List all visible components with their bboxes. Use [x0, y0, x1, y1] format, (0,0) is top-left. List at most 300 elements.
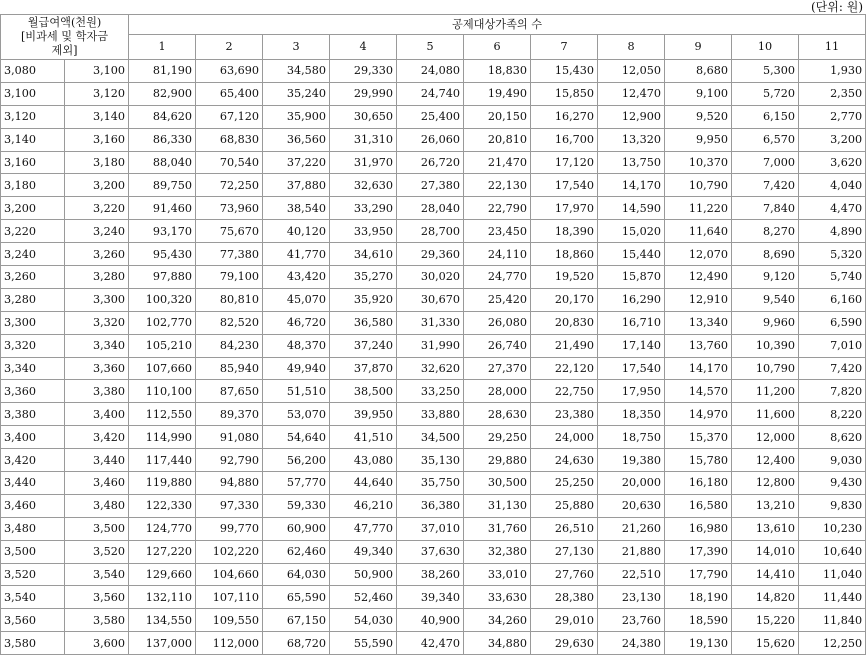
tax-amount-cell: 38,540 [263, 197, 330, 220]
salary-to-cell: 3,400 [65, 403, 129, 426]
tax-amount-cell: 14,970 [665, 403, 732, 426]
tax-amount-cell: 88,040 [129, 151, 196, 174]
tax-amount-cell: 119,880 [129, 472, 196, 495]
table-row [1, 563, 866, 586]
tax-amount-cell: 22,790 [464, 197, 531, 220]
tax-amount-cell: 54,640 [263, 426, 330, 449]
tax-amount-cell: 77,380 [196, 243, 263, 266]
tax-amount-cell: 13,320 [598, 128, 665, 151]
tax-amount-cell: 12,400 [732, 449, 799, 472]
tax-amount-cell: 52,460 [330, 586, 397, 609]
tax-amount-cell: 15,850 [531, 82, 598, 105]
tax-amount-cell: 37,870 [330, 357, 397, 380]
tax-amount-cell: 55,590 [330, 632, 397, 655]
tax-amount-cell: 28,630 [464, 403, 531, 426]
family-count-col-1: 1 [129, 35, 196, 60]
tax-amount-cell: 32,620 [397, 357, 464, 380]
tax-amount-cell: 6,570 [732, 128, 799, 151]
tax-amount-cell: 24,000 [531, 426, 598, 449]
tax-amount-cell: 4,040 [799, 174, 866, 197]
table-row [1, 288, 866, 311]
salary-from-cell: 3,560 [1, 609, 65, 632]
tax-amount-cell: 34,500 [397, 426, 464, 449]
tax-amount-cell: 35,240 [263, 82, 330, 105]
tax-amount-cell: 12,000 [732, 426, 799, 449]
tax-amount-cell: 99,770 [196, 517, 263, 540]
tax-amount-cell: 68,830 [196, 128, 263, 151]
tax-amount-cell: 22,120 [531, 357, 598, 380]
tax-amount-cell: 100,320 [129, 288, 196, 311]
tax-amount-cell: 12,900 [598, 105, 665, 128]
tax-amount-cell: 16,700 [531, 128, 598, 151]
tax-amount-cell: 84,620 [129, 105, 196, 128]
table-row [1, 380, 866, 403]
salary-from-cell: 3,100 [1, 82, 65, 105]
tax-amount-cell: 21,490 [531, 334, 598, 357]
tax-amount-cell: 13,750 [598, 151, 665, 174]
tax-amount-cell: 20,170 [531, 288, 598, 311]
tax-amount-cell: 35,130 [397, 449, 464, 472]
tax-amount-cell: 26,740 [464, 334, 531, 357]
tax-amount-cell: 44,640 [330, 472, 397, 495]
tax-amount-cell: 12,050 [598, 60, 665, 83]
tax-amount-cell: 67,120 [196, 105, 263, 128]
tax-amount-cell: 26,720 [397, 151, 464, 174]
table-row [1, 403, 866, 426]
tax-amount-cell: 17,140 [598, 334, 665, 357]
tax-amount-cell: 23,380 [531, 403, 598, 426]
salary-to-cell: 3,140 [65, 105, 129, 128]
tax-amount-cell: 82,900 [129, 82, 196, 105]
tax-amount-cell: 110,100 [129, 380, 196, 403]
table-row [1, 632, 866, 655]
family-count-row [1, 35, 866, 60]
tax-amount-cell: 62,460 [263, 540, 330, 563]
tax-amount-cell: 16,710 [598, 311, 665, 334]
tax-amount-cell: 20,810 [464, 128, 531, 151]
tax-amount-cell: 33,880 [397, 403, 464, 426]
tax-amount-cell: 36,380 [397, 494, 464, 517]
salary-to-cell: 3,480 [65, 494, 129, 517]
tax-amount-cell: 19,130 [665, 632, 732, 655]
salary-from-cell: 3,580 [1, 632, 65, 655]
tax-amount-cell: 35,900 [263, 105, 330, 128]
tax-amount-cell: 134,550 [129, 609, 196, 632]
tax-amount-cell: 27,370 [464, 357, 531, 380]
tax-amount-cell: 16,180 [665, 472, 732, 495]
table-row [1, 220, 866, 243]
tax-amount-cell: 9,950 [665, 128, 732, 151]
tax-amount-cell: 33,630 [464, 586, 531, 609]
unit-note: (단위: 원) [811, 0, 863, 14]
tax-amount-cell: 60,900 [263, 517, 330, 540]
tax-amount-cell: 53,070 [263, 403, 330, 426]
salary-to-cell: 3,120 [65, 82, 129, 105]
tax-amount-cell: 29,630 [531, 632, 598, 655]
tax-amount-cell: 37,240 [330, 334, 397, 357]
tax-amount-cell: 14,410 [732, 563, 799, 586]
tax-amount-cell: 64,030 [263, 563, 330, 586]
tax-amount-cell: 32,630 [330, 174, 397, 197]
family-count-col-11: 11 [799, 35, 866, 60]
tax-amount-cell: 117,440 [129, 449, 196, 472]
tax-amount-cell: 45,070 [263, 288, 330, 311]
tax-amount-cell: 25,400 [397, 105, 464, 128]
salary-header-line3: 제외] [51, 44, 78, 57]
salary-from-cell: 3,260 [1, 266, 65, 289]
tax-amount-cell: 6,590 [799, 311, 866, 334]
tax-amount-cell: 33,290 [330, 197, 397, 220]
tax-amount-cell: 9,430 [799, 472, 866, 495]
family-count-header: 공제대상가족의 수 [129, 15, 866, 35]
tax-amount-cell: 10,390 [732, 334, 799, 357]
tax-amount-cell: 10,790 [732, 357, 799, 380]
table-row [1, 151, 866, 174]
tax-amount-cell: 30,670 [397, 288, 464, 311]
table-row [1, 174, 866, 197]
tax-amount-cell: 15,440 [598, 243, 665, 266]
tax-amount-cell: 15,220 [732, 609, 799, 632]
family-count-col-2: 2 [196, 35, 263, 60]
salary-to-cell: 3,180 [65, 151, 129, 174]
tax-amount-cell: 29,330 [330, 60, 397, 83]
tax-amount-cell: 30,020 [397, 266, 464, 289]
tax-amount-cell: 9,030 [799, 449, 866, 472]
tax-amount-cell: 18,190 [665, 586, 732, 609]
tax-amount-cell: 26,080 [464, 311, 531, 334]
tax-amount-cell: 19,520 [531, 266, 598, 289]
salary-from-cell: 3,500 [1, 540, 65, 563]
tax-amount-cell: 29,250 [464, 426, 531, 449]
tax-amount-cell: 23,450 [464, 220, 531, 243]
salary-from-cell: 3,520 [1, 563, 65, 586]
salary-from-cell: 3,400 [1, 426, 65, 449]
tax-amount-cell: 10,790 [665, 174, 732, 197]
tax-amount-cell: 12,490 [665, 266, 732, 289]
tax-amount-cell: 38,260 [397, 563, 464, 586]
tax-amount-cell: 59,330 [263, 494, 330, 517]
tax-amount-cell: 23,760 [598, 609, 665, 632]
tax-amount-cell: 7,820 [799, 380, 866, 403]
tax-amount-cell: 20,830 [531, 311, 598, 334]
tax-amount-cell: 8,220 [799, 403, 866, 426]
tax-amount-cell: 7,420 [732, 174, 799, 197]
tax-amount-cell: 36,560 [263, 128, 330, 151]
tax-amount-cell: 7,840 [732, 197, 799, 220]
tax-amount-cell: 12,470 [598, 82, 665, 105]
tax-amount-cell: 4,470 [799, 197, 866, 220]
tax-amount-cell: 23,130 [598, 586, 665, 609]
table-row [1, 60, 866, 83]
tax-amount-cell: 28,700 [397, 220, 464, 243]
salary-from-cell: 3,460 [1, 494, 65, 517]
tax-amount-cell: 21,470 [464, 151, 531, 174]
salary-to-cell: 3,460 [65, 472, 129, 495]
table-row [1, 426, 866, 449]
tax-amount-cell: 132,110 [129, 586, 196, 609]
withholding-tax-table [0, 14, 866, 655]
salary-from-cell: 3,320 [1, 334, 65, 357]
tax-amount-cell: 9,120 [732, 266, 799, 289]
salary-from-cell: 3,200 [1, 197, 65, 220]
tax-amount-cell: 29,010 [531, 609, 598, 632]
salary-to-cell: 3,600 [65, 632, 129, 655]
tax-amount-cell: 124,770 [129, 517, 196, 540]
tax-amount-cell: 10,370 [665, 151, 732, 174]
tax-amount-cell: 18,860 [531, 243, 598, 266]
tax-amount-cell: 17,790 [665, 563, 732, 586]
table-body [1, 60, 866, 655]
tax-amount-cell: 56,200 [263, 449, 330, 472]
tax-amount-cell: 34,880 [464, 632, 531, 655]
tax-amount-cell: 109,550 [196, 609, 263, 632]
tax-amount-cell: 87,650 [196, 380, 263, 403]
tax-amount-cell: 11,040 [799, 563, 866, 586]
tax-amount-cell: 9,540 [732, 288, 799, 311]
tax-amount-cell: 22,130 [464, 174, 531, 197]
tax-amount-cell: 51,510 [263, 380, 330, 403]
tax-amount-cell: 14,170 [598, 174, 665, 197]
family-count-col-8: 8 [598, 35, 665, 60]
tax-amount-cell: 31,990 [397, 334, 464, 357]
tax-amount-cell: 26,060 [397, 128, 464, 151]
tax-amount-cell: 41,510 [330, 426, 397, 449]
salary-to-cell: 3,340 [65, 334, 129, 357]
tax-amount-cell: 30,500 [464, 472, 531, 495]
tax-amount-cell: 65,590 [263, 586, 330, 609]
tax-amount-cell: 15,620 [732, 632, 799, 655]
tax-amount-cell: 137,000 [129, 632, 196, 655]
tax-amount-cell: 5,740 [799, 266, 866, 289]
tax-amount-cell: 17,390 [665, 540, 732, 563]
tax-amount-cell: 16,270 [531, 105, 598, 128]
tax-amount-cell: 25,420 [464, 288, 531, 311]
tax-amount-cell: 18,750 [598, 426, 665, 449]
tax-amount-cell: 11,200 [732, 380, 799, 403]
salary-to-cell: 3,200 [65, 174, 129, 197]
tax-amount-cell: 11,840 [799, 609, 866, 632]
salary-to-cell: 3,520 [65, 540, 129, 563]
tax-amount-cell: 34,260 [464, 609, 531, 632]
tax-amount-cell: 89,370 [196, 403, 263, 426]
family-count-col-7: 7 [531, 35, 598, 60]
tax-amount-cell: 16,580 [665, 494, 732, 517]
tax-amount-cell: 3,620 [799, 151, 866, 174]
tax-amount-cell: 105,210 [129, 334, 196, 357]
tax-amount-cell: 33,250 [397, 380, 464, 403]
tax-amount-cell: 10,230 [799, 517, 866, 540]
tax-amount-cell: 54,030 [330, 609, 397, 632]
tax-amount-cell: 12,910 [665, 288, 732, 311]
tax-amount-cell: 43,080 [330, 449, 397, 472]
tax-amount-cell: 17,540 [598, 357, 665, 380]
table-row [1, 311, 866, 334]
tax-amount-cell: 112,000 [196, 632, 263, 655]
tax-amount-cell: 37,880 [263, 174, 330, 197]
tax-amount-cell: 40,120 [263, 220, 330, 243]
tax-amount-cell: 28,040 [397, 197, 464, 220]
table-row [1, 334, 866, 357]
tax-amount-cell: 14,570 [665, 380, 732, 403]
table-row [1, 105, 866, 128]
tax-amount-cell: 14,170 [665, 357, 732, 380]
tax-amount-cell: 18,350 [598, 403, 665, 426]
tax-amount-cell: 91,460 [129, 197, 196, 220]
tax-amount-cell: 102,220 [196, 540, 263, 563]
tax-amount-cell: 40,900 [397, 609, 464, 632]
salary-from-cell: 3,300 [1, 311, 65, 334]
tax-amount-cell: 127,220 [129, 540, 196, 563]
salary-to-cell: 3,580 [65, 609, 129, 632]
tax-amount-cell: 46,210 [330, 494, 397, 517]
tax-amount-cell: 16,290 [598, 288, 665, 311]
tax-amount-cell: 7,010 [799, 334, 866, 357]
tax-amount-cell: 17,540 [531, 174, 598, 197]
tax-amount-cell: 37,010 [397, 517, 464, 540]
salary-from-cell: 3,360 [1, 380, 65, 403]
tax-amount-cell: 31,970 [330, 151, 397, 174]
tax-amount-cell: 91,080 [196, 426, 263, 449]
tax-amount-cell: 102,770 [129, 311, 196, 334]
family-count-col-3: 3 [263, 35, 330, 60]
salary-from-cell: 3,140 [1, 128, 65, 151]
salary-to-cell: 3,440 [65, 449, 129, 472]
tax-amount-cell: 49,940 [263, 357, 330, 380]
salary-from-cell: 3,240 [1, 243, 65, 266]
salary-from-cell: 3,540 [1, 586, 65, 609]
tax-amount-cell: 80,810 [196, 288, 263, 311]
tax-amount-cell: 34,610 [330, 243, 397, 266]
tax-amount-cell: 73,960 [196, 197, 263, 220]
tax-amount-cell: 57,770 [263, 472, 330, 495]
tax-amount-cell: 49,340 [330, 540, 397, 563]
tax-amount-cell: 17,950 [598, 380, 665, 403]
table-row [1, 82, 866, 105]
table-row [1, 609, 866, 632]
tax-amount-cell: 24,080 [397, 60, 464, 83]
tax-amount-cell: 13,210 [732, 494, 799, 517]
tax-amount-cell: 14,590 [598, 197, 665, 220]
tax-amount-cell: 7,000 [732, 151, 799, 174]
salary-from-cell: 3,160 [1, 151, 65, 174]
tax-amount-cell: 12,800 [732, 472, 799, 495]
tax-amount-cell: 33,010 [464, 563, 531, 586]
salary-to-cell: 3,260 [65, 243, 129, 266]
tax-amount-cell: 43,420 [263, 266, 330, 289]
salary-to-cell: 3,220 [65, 197, 129, 220]
tax-amount-cell: 2,350 [799, 82, 866, 105]
tax-amount-cell: 9,830 [799, 494, 866, 517]
tax-amount-cell: 18,390 [531, 220, 598, 243]
tax-amount-cell: 85,940 [196, 357, 263, 380]
tax-amount-cell: 84,230 [196, 334, 263, 357]
tax-amount-cell: 36,580 [330, 311, 397, 334]
tax-amount-cell: 31,760 [464, 517, 531, 540]
salary-to-cell: 3,360 [65, 357, 129, 380]
tax-amount-cell: 13,610 [732, 517, 799, 540]
tax-amount-cell: 30,650 [330, 105, 397, 128]
tax-amount-cell: 24,770 [464, 266, 531, 289]
tax-amount-cell: 48,370 [263, 334, 330, 357]
tax-amount-cell: 42,470 [397, 632, 464, 655]
tax-amount-cell: 50,900 [330, 563, 397, 586]
table-row [1, 197, 866, 220]
tax-amount-cell: 9,100 [665, 82, 732, 105]
tax-amount-cell: 22,510 [598, 563, 665, 586]
tax-amount-cell: 19,380 [598, 449, 665, 472]
tax-amount-cell: 18,830 [464, 60, 531, 83]
tax-amount-cell: 11,600 [732, 403, 799, 426]
tax-amount-cell: 63,690 [196, 60, 263, 83]
tax-amount-cell: 35,750 [397, 472, 464, 495]
tax-amount-cell: 8,620 [799, 426, 866, 449]
tax-amount-cell: 67,150 [263, 609, 330, 632]
tax-amount-cell: 97,330 [196, 494, 263, 517]
salary-from-cell: 3,420 [1, 449, 65, 472]
tax-amount-cell: 75,670 [196, 220, 263, 243]
tax-amount-cell: 41,770 [263, 243, 330, 266]
tax-amount-cell: 39,340 [397, 586, 464, 609]
salary-from-cell: 3,480 [1, 517, 65, 540]
family-count-col-10: 10 [732, 35, 799, 60]
salary-from-cell: 3,120 [1, 105, 65, 128]
tax-amount-cell: 24,740 [397, 82, 464, 105]
tax-amount-cell: 39,950 [330, 403, 397, 426]
family-count-col-9: 9 [665, 35, 732, 60]
tax-amount-cell: 37,220 [263, 151, 330, 174]
salary-to-cell: 3,540 [65, 563, 129, 586]
table-row [1, 266, 866, 289]
tax-amount-cell: 15,370 [665, 426, 732, 449]
salary-to-cell: 3,420 [65, 426, 129, 449]
tax-amount-cell: 104,660 [196, 563, 263, 586]
salary-to-cell: 3,300 [65, 288, 129, 311]
tax-amount-cell: 112,550 [129, 403, 196, 426]
tax-amount-cell: 16,980 [665, 517, 732, 540]
tax-amount-cell: 17,970 [531, 197, 598, 220]
table-row [1, 449, 866, 472]
table-row [1, 494, 866, 517]
tax-amount-cell: 13,760 [665, 334, 732, 357]
tax-amount-cell: 8,690 [732, 243, 799, 266]
tax-amount-cell: 24,110 [464, 243, 531, 266]
family-count-col-4: 4 [330, 35, 397, 60]
tax-amount-cell: 9,520 [665, 105, 732, 128]
salary-header-line1: 월급여액(천원) [27, 16, 102, 29]
table-row [1, 517, 866, 540]
tax-amount-cell: 81,190 [129, 60, 196, 83]
tax-amount-cell: 27,380 [397, 174, 464, 197]
tax-amount-cell: 65,400 [196, 82, 263, 105]
salary-to-cell: 3,240 [65, 220, 129, 243]
tax-amount-cell: 94,880 [196, 472, 263, 495]
tax-amount-cell: 92,790 [196, 449, 263, 472]
tax-amount-cell: 27,130 [531, 540, 598, 563]
tax-amount-cell: 18,590 [665, 609, 732, 632]
tax-amount-cell: 20,630 [598, 494, 665, 517]
tax-amount-cell: 27,760 [531, 563, 598, 586]
tax-amount-cell: 122,330 [129, 494, 196, 517]
salary-from-cell: 3,340 [1, 357, 65, 380]
tax-amount-cell: 82,520 [196, 311, 263, 334]
salary-to-cell: 3,500 [65, 517, 129, 540]
tax-amount-cell: 5,320 [799, 243, 866, 266]
tax-amount-cell: 29,880 [464, 449, 531, 472]
tax-amount-cell: 15,780 [665, 449, 732, 472]
tax-amount-cell: 89,750 [129, 174, 196, 197]
tax-amount-cell: 129,660 [129, 563, 196, 586]
tax-amount-cell: 31,130 [464, 494, 531, 517]
